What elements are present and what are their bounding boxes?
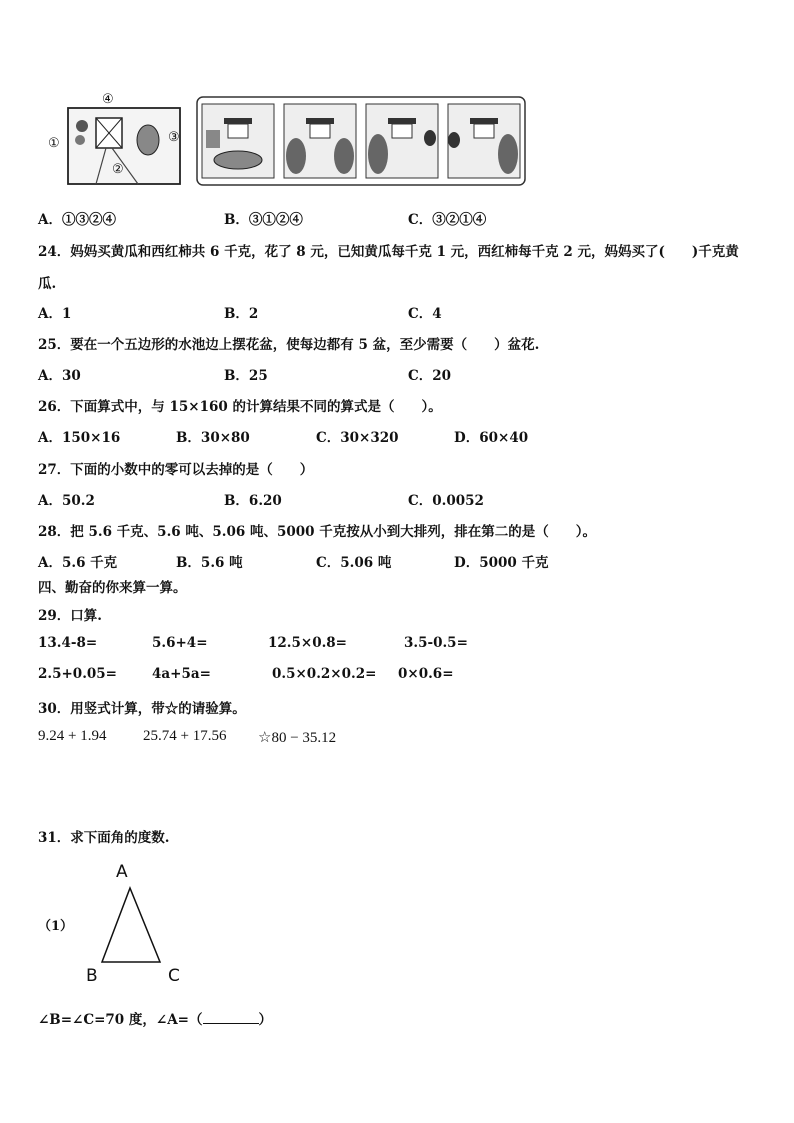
answer-blank[interactable] (203, 1011, 259, 1024)
option-text: 60×40 (479, 430, 529, 446)
option-letter: C． (408, 368, 433, 384)
q30-expression: 9.24 + 1.94 (38, 728, 107, 744)
q29-item: 0×0.6= (398, 666, 454, 682)
option-text: 5.6 吨 (200, 555, 243, 571)
option-text: 30 (61, 368, 81, 384)
views-illustration (196, 96, 526, 186)
option-text: 5.6 千克 (61, 555, 118, 571)
option-letter: C． (408, 212, 433, 228)
option-text: 30×80 (200, 430, 250, 446)
q27-option-c[interactable] (408, 489, 484, 509)
q30-expression: ☆80 − 35.12 (258, 730, 337, 746)
q26-option-c[interactable] (316, 426, 399, 446)
q28-option-b[interactable] (176, 551, 243, 571)
option-letter: A． (38, 430, 62, 446)
q29-title: 29．口算. (38, 608, 102, 624)
q23-option-b[interactable] (224, 208, 303, 228)
q29-item: 13.4-8= (38, 635, 98, 651)
q31-condition (38, 1008, 272, 1028)
map-label-1: ① (48, 136, 60, 151)
view-panel-4 (448, 104, 520, 178)
option-letter: C． (316, 555, 341, 571)
option-text: 20 (432, 368, 452, 384)
vertex-a-label: A (116, 862, 128, 882)
option-text: 50.2 (61, 493, 95, 509)
option-text: 0.0052 (432, 493, 484, 509)
q26-option-d[interactable] (454, 426, 528, 446)
q23-option-a[interactable] (38, 208, 116, 228)
option-letter: C． (408, 493, 433, 509)
q29-item: 4a+5a= (152, 666, 211, 682)
option-text: 150×16 (61, 430, 121, 446)
map-label-4: ④ (102, 92, 114, 107)
q26-option-b[interactable] (176, 426, 250, 446)
option-text: ③①②④ (248, 212, 303, 228)
option-letter: B． (224, 368, 249, 384)
q29-item: 3.5-0.5= (404, 635, 468, 651)
option-text: 1 (61, 306, 72, 322)
condition-text: ∠B=∠C=70 度，∠A=（ (38, 1012, 203, 1028)
option-text: ③②①④ (432, 212, 487, 228)
option-letter: C． (316, 430, 341, 446)
option-letter: A． (38, 306, 62, 322)
q24-option-c[interactable] (408, 302, 442, 322)
q27-option-b[interactable] (224, 489, 282, 509)
option-letter: B． (224, 493, 249, 509)
q25-option-b[interactable] (224, 364, 268, 384)
q29-item: 12.5×0.8= (268, 635, 347, 651)
map-label-3: ③ (168, 130, 180, 145)
option-text: 4 (432, 306, 442, 322)
vertex-c-label: C (168, 966, 180, 986)
q24-text-line2: 瓜. (38, 276, 57, 292)
view-panel-2 (284, 104, 356, 178)
option-text: 5.06 吨 (340, 555, 392, 571)
q29-item: 0.5×0.2×0.2= (272, 666, 377, 682)
q25-option-a[interactable] (38, 364, 81, 384)
option-letter: D． (454, 555, 480, 571)
q24-option-a[interactable] (38, 302, 71, 322)
option-text: ①③②④ (61, 212, 116, 228)
q28-text: 28．把 5.6 千克、5.6 吨、5.06 吨、5000 千克按从小到大排列，排在第二的是（ ）。 (38, 524, 596, 540)
option-text: 25 (248, 368, 268, 384)
q28-option-c[interactable] (316, 551, 391, 571)
q31-title: 31．求下面角的度数. (38, 830, 170, 846)
q24-text-line1: 24．妈妈买黄瓜和西红柿共 6 千克，花了 8 元，已知黄瓜每千克 1 元，西红柿每千克 2 元，妈妈买了( )千克黄 (38, 244, 739, 260)
map-label-2: ② (112, 162, 124, 177)
option-letter: D． (454, 430, 480, 446)
q31-part-label: （1） (38, 919, 74, 934)
q28-option-d[interactable] (454, 551, 549, 571)
q24-option-b[interactable] (224, 302, 258, 322)
q28-option-a[interactable] (38, 551, 117, 571)
option-text: 30×320 (340, 430, 399, 446)
q27-option-a[interactable] (38, 489, 95, 509)
q25-option-c[interactable] (408, 364, 451, 384)
option-letter: C． (408, 306, 433, 322)
option-text: 5000 千克 (479, 555, 549, 571)
map-figure (46, 92, 186, 188)
option-letter: B． (224, 212, 249, 228)
option-letter: A． (38, 493, 62, 509)
section-title: 四、勤奋的你来算一算。 (38, 580, 187, 596)
option-letter: A． (38, 368, 62, 384)
option-text: 6.20 (248, 493, 282, 509)
option-letter: A． (38, 212, 62, 228)
triangle-figure (84, 862, 194, 990)
vertex-b-label: B (86, 966, 98, 986)
q29-item: 5.6+4= (152, 635, 208, 651)
q23-option-c[interactable] (408, 208, 486, 228)
q30-expression: 25.74 + 17.56 (143, 728, 227, 744)
q27-text: 27．下面的小数中的零可以去掉的是（ ） (38, 462, 314, 478)
condition-close: ） (258, 1012, 272, 1028)
option-letter: B． (176, 430, 201, 446)
option-text: 2 (248, 306, 259, 322)
q26-text: 26．下面算式中，与 15×160 的计算结果不同的算式是（ ）。 (38, 399, 442, 415)
views-figure (196, 96, 526, 186)
option-letter: A． (38, 555, 62, 571)
option-letter: B． (224, 306, 249, 322)
q30-title: 30．用竖式计算，带☆的请验算。 (38, 701, 246, 717)
q25-text: 25．要在一个五边形的水池边上摆花盆，使每边都有 5 盆，至少需要（ ）盆花. (38, 337, 540, 353)
option-letter: B． (176, 555, 201, 571)
view-panel-1 (202, 104, 274, 178)
view-panel-3 (366, 104, 438, 178)
q26-option-a[interactable] (38, 426, 120, 446)
q29-item: 2.5+0.05= (38, 666, 117, 682)
